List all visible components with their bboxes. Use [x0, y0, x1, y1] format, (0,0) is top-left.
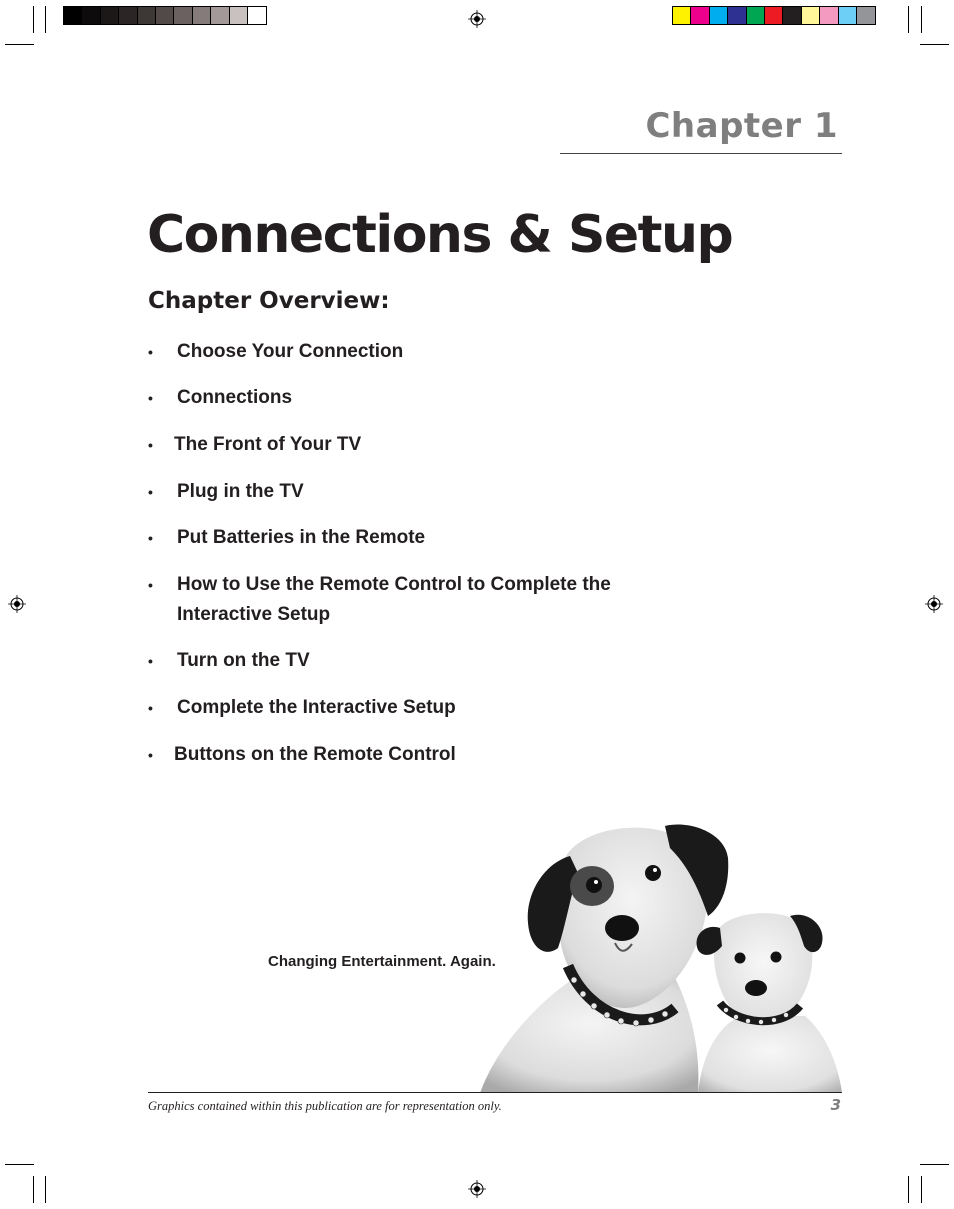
bullet-icon: • [148, 530, 153, 546]
calibration-swatch [193, 7, 211, 24]
calibration-swatch [248, 7, 266, 24]
calibration-swatch [802, 7, 820, 24]
calibration-swatch [138, 7, 156, 24]
calibration-swatch [174, 7, 192, 24]
registration-mark-icon [8, 595, 26, 613]
page-title: Connections & Setup [147, 205, 733, 265]
bullet-icon: • [148, 344, 153, 360]
color-calibration-bar [672, 6, 876, 25]
list-item-label: Plug in the TV [177, 481, 304, 502]
bullet-icon: • [148, 700, 153, 716]
calibration-swatch [82, 7, 100, 24]
calibration-swatch [691, 7, 709, 24]
brand-tagline: Changing Entertainment. Again. [268, 953, 496, 970]
list-item-label: Choose Your Connection [177, 341, 404, 362]
calibration-swatch [119, 7, 137, 24]
bullet-icon: • [148, 484, 153, 500]
calibration-swatch [156, 7, 174, 24]
calibration-swatch [783, 7, 801, 24]
registration-mark-icon [925, 595, 943, 613]
chapter-label: Chapter 1 [645, 106, 838, 146]
list-item-label: The Front of Your TV [174, 434, 362, 455]
list-item-label: Buttons on the Remote Control [174, 744, 456, 765]
bullet-icon: • [148, 653, 153, 669]
page-number: 3 [830, 1096, 841, 1114]
calibration-swatch [765, 7, 783, 24]
list-item-label: How to Use the Remote Control to Complete the Interactive Setup [177, 574, 611, 625]
calibration-swatch [211, 7, 229, 24]
bullet-icon: • [148, 437, 153, 453]
bullet-icon: • [148, 577, 153, 593]
bullet-icon: • [148, 390, 153, 406]
footer-rule [148, 1092, 842, 1093]
calibration-swatch [101, 7, 119, 24]
calibration-swatch [747, 7, 765, 24]
registration-mark-icon [468, 10, 486, 28]
footer-note: Graphics contained within this publication are for representation only. [148, 1099, 502, 1113]
bullet-icon: • [148, 747, 153, 763]
overview-heading: Chapter Overview: [148, 288, 390, 314]
calibration-swatch [820, 7, 838, 24]
calibration-swatch [728, 7, 746, 24]
calibration-swatch [710, 7, 728, 24]
calibration-swatch [230, 7, 248, 24]
list-item-label: Turn on the TV [177, 650, 310, 671]
gray-calibration-bar [63, 6, 267, 25]
list-item-label: Connections [177, 387, 293, 408]
calibration-swatch [673, 7, 691, 24]
calibration-swatch [64, 7, 82, 24]
list-item-label: Put Batteries in the Remote [177, 527, 426, 548]
calibration-swatch [857, 7, 875, 24]
list-item-label: Complete the Interactive Setup [177, 697, 456, 718]
dogs-illustration [470, 818, 842, 1093]
registration-mark-icon [468, 1180, 486, 1198]
chapter-rule [560, 153, 842, 154]
calibration-swatch [839, 7, 857, 24]
